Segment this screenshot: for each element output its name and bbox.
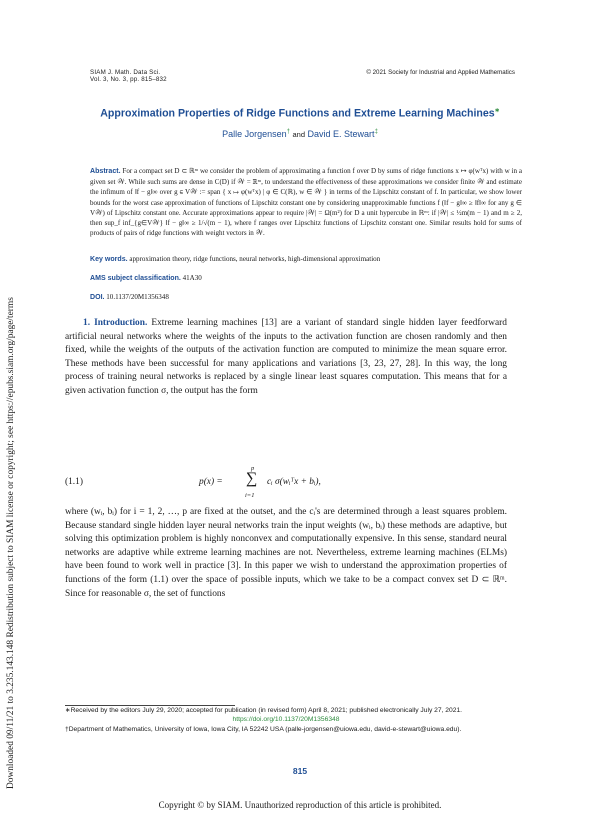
- author-name: David E. Stewart: [307, 129, 375, 139]
- equation-1-1: [65, 465, 505, 505]
- ams-label: AMS subject classification.: [90, 275, 181, 282]
- footnote-received: ∗Received by the editors July 29, 2020; accepted for publication (in revised form) April 8, 2021; published electronically July 27, 2021.: [65, 707, 463, 714]
- sum-symbol-icon: ∑: [246, 470, 258, 487]
- doi-label: DOI.: [90, 294, 105, 301]
- author-list: [60, 129, 540, 139]
- intro-text-1: Extreme learning machines [13] are a variant of standard single hidden layer feedforward artificial neural networks where the weights of the inputs to the activation function are chosen randomly and then fixed, while the weights of the outputs of the activation function are computed to minimize the mean square error. These methods have been successful for many applications and variations [3, 23, 27, 28]. In this way, the long process of training neural networks is replaced by a single linear least squares computation. This means that for a given activation function σ, the output has the form: [65, 318, 507, 396]
- page-number: 815: [292, 766, 308, 776]
- footnote-affiliation: †Department of Mathematics, University of Iowa, Iowa City, IA 52242 USA (palle-jorgensen@uiowa.edu, david-e-stewart@uiowa.edu).: [65, 725, 462, 733]
- footnote-doi-link[interactable]: https://doi.org/10.1137/20M1356348: [232, 716, 340, 724]
- bottom-copyright: Copyright © by SIAM. Unauthorized reproduction of this article is prohibited.: [158, 800, 442, 810]
- doi-text: 10.1137/20M1356348: [106, 293, 169, 301]
- keywords-label: Key words.: [90, 256, 128, 263]
- intro-paragraph-2: [65, 506, 507, 601]
- abstract-label: Abstract.: [90, 168, 121, 175]
- header-copyright: © 2021 Society for Industrial and Applied Mathematics: [366, 69, 515, 76]
- intro-text-2: where (wᵢ, bᵢ) for i = 1, 2, …, p are fixed at the outset, and the cᵢ's are determined through a least squares problem. Because standard single hidden layer neural networks train the input weights (wᵢ, bᵢ) these methods are adaptive, but solving this optimization problem is highly nonconvex and computationally expensive. In this sense, standard neural networks are adaptive while extreme learning machines are not. Nevertheless, extreme learning machines (ELMs) have been found to work well in practice [3]. In this paper we wish to understand the approximation properties of functions of the form (1.1) over the space of possible inputs, which we take to be a compact convex set D ⊂ ℝᵐ. Since for reasonable σ, the set of functions: [65, 507, 507, 599]
- journal-name: SIAM J. Math. Data Sci.: [90, 69, 161, 76]
- equation-rhs: cᵢ σ(wᵢᵀx + bᵢ),: [267, 477, 321, 487]
- journal-volume: Vol. 3, No. 3, pp. 815–832: [90, 76, 167, 83]
- section-heading: 1. Introduction.: [83, 318, 148, 328]
- equation-formula: [199, 465, 429, 505]
- equation-sum-lower: i=1: [245, 492, 255, 499]
- footnotes: [65, 706, 507, 734]
- ams-code: 41A30: [182, 274, 202, 282]
- paper-title: [60, 107, 540, 120]
- author-footnote-mark[interactable]: ‡: [374, 129, 378, 135]
- title-footnote-mark[interactable]: ∗: [494, 108, 500, 114]
- author-footnote-mark[interactable]: †: [286, 129, 290, 135]
- keywords-text: approximation theory, ridge functions, neural networks, high-dimensional approximation: [129, 255, 381, 263]
- abstract: [90, 166, 522, 238]
- equation-number: (1.1): [65, 477, 83, 487]
- ams-line: [90, 274, 522, 282]
- author-name: Palle Jorgensen: [222, 129, 287, 139]
- side-margin-stamp: [4, 9, 18, 789]
- paper-title-text: Approximation Properties of Ridge Functions and Extreme Learning Machines: [100, 107, 495, 120]
- equation-lhs: p(x) =: [199, 477, 223, 487]
- download-notice: Downloaded 09/11/21 to 3.235.143.148 Redistribution subject to SIAM license or copyright; see https://epubs.siam.org/page/terms: [6, 297, 16, 789]
- keywords-line: [90, 255, 522, 263]
- abstract-text: For a compact set D ⊂ ℝᵐ we consider the problem of approximating a function f over D by sums of ridge functions x ↦ φ(wᵀx) with w in a given set 𝒲. While such sums are dense in C(D) if 𝒲 = ℝᵐ, to understand the effectiveness of these approximations we consider finite 𝒲 and estimate the infimum of ‖f − g‖∞ over g ∈ V𝒲 := span { x ↦ φ(wᵀx) | φ ∈ C(ℝ), w ∈ 𝒲 } in terms of the Lipschitz constant of f. In particular, we show lower bounds for the worst case approximation of functions of Lipschitz constant one by considering unapproximable functions f (‖f − g‖∞ ≥ ‖f‖∞ for any g ∈ V𝒲) of Lipschitz constant one. Accurate approximations appear to require |𝒲| = Ω(m²) for D a unit hypercube in ℝᵐ: if |𝒲| ≤ ½m(m − 1) and m ≥ 2, then sup_f inf_{g∈V𝒲} ‖f − g‖∞ ≥ 1/√(m − 1), where f ranges over Lipschitz functions of Lipschitz constant one. Similar results hold for sums of products of pairs of ridge functions with weight vectors in 𝒲.: [90, 167, 523, 238]
- author-conjunction: and: [292, 130, 306, 139]
- doi-line: [90, 293, 522, 301]
- intro-paragraph-1: [65, 317, 507, 399]
- equation-sum-upper: p: [251, 465, 255, 472]
- journal-info: [90, 69, 167, 83]
